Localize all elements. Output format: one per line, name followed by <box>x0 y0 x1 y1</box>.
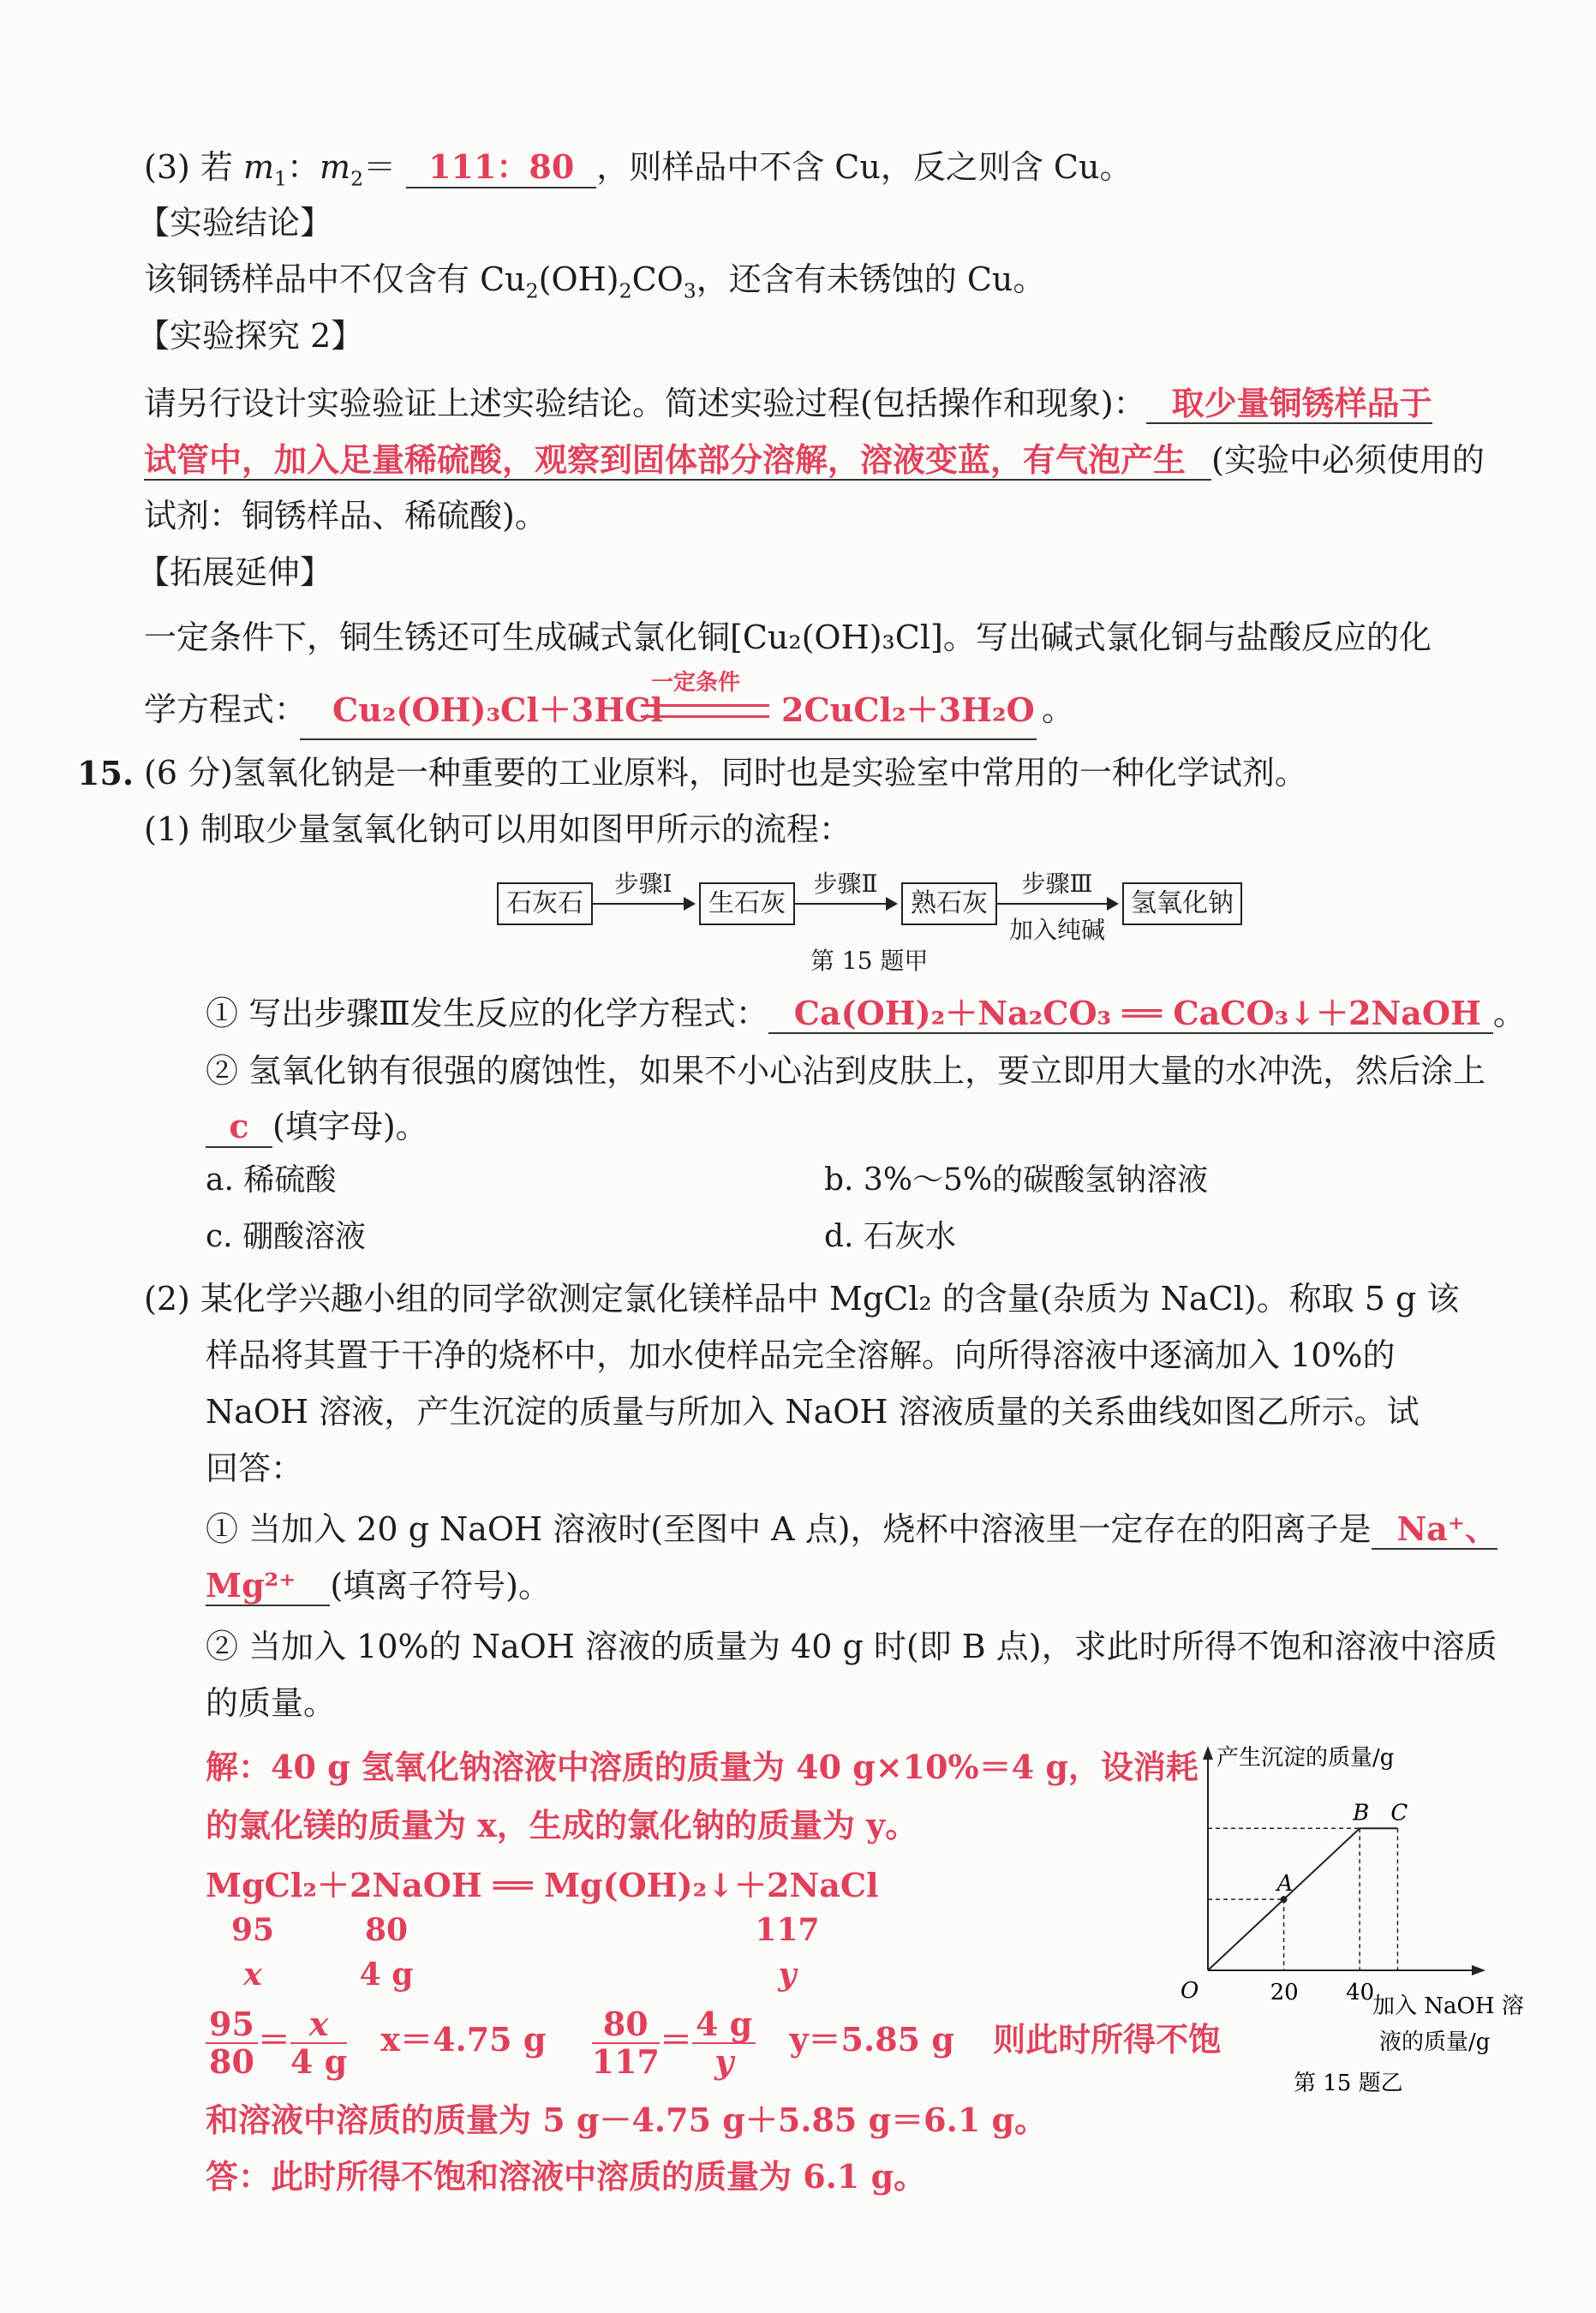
extend-text: 一定条件下，铜生锈还可生成碱式氯化铜[Cu₂(OH)₃Cl]。写出碱式氯化铜与盐酸反应的化 <box>144 619 1432 656</box>
flow-box-quicklime: 生石灰 <box>699 882 795 925</box>
chart-x-label-1: 加入 NaOH 溶 <box>1372 1993 1524 2019</box>
flow-caption: 第 15 题甲 <box>810 947 929 975</box>
chart-precipitate-vs-naoh <box>1157 1739 1568 2096</box>
fraction-80-117: $\frac{80}{117}$ <box>591 2005 660 2081</box>
solution-line1: 解：40 g 氢氧化钠溶液中溶质的质量为 40 g×10%＝4 g，设消耗 <box>206 1748 1198 1786</box>
solution-var-y: y <box>778 1957 797 1993</box>
extend-equation-left: Cu₂(OH)₃Cl＋3HCl <box>332 690 663 729</box>
q15-2-2-question-cont: 的质量。 <box>206 1684 337 1722</box>
solution-molar-mass-mgcl2: 95 <box>230 1912 275 1948</box>
explore2-answer-line: 试管中，加入足量稀硫酸，观察到固体部分溶解，溶液变蓝，有气泡产生 (实验中必须使用的 <box>144 440 1485 479</box>
q15-number: 15. <box>77 754 134 792</box>
extend-equation-condition: 一定条件 <box>651 670 741 696</box>
q15-2-1-question: ① 当加入 20 g NaOH 溶液时(至图中 A 点)，烧杯中溶液里一定存在的阳离子是 Na⁺、 <box>206 1509 1497 1548</box>
option-b: b. 3%～5%的碳酸氢钠溶液 <box>824 1162 1209 1198</box>
flow-step3-label: 步骤Ⅲ <box>1021 870 1093 898</box>
q15-2-2-question: ② 当加入 10%的 NaOH 溶液的质量为 40 g 时(即 B 点)，求此时所得不饱和溶液中溶质 <box>206 1628 1497 1665</box>
explore2-reagents: 试剂：铜锈样品、稀硫酸)。 <box>144 497 547 535</box>
solution-tail: 则此时所得不饱 <box>993 2020 1222 2059</box>
flow-box-sodium-hydroxide: 氢氧化钠 <box>1122 882 1242 925</box>
q15-part2-line2: 样品将其置于干净的烧杯中，加水使样品完全溶解。向所得溶液中逐滴加入 10%的 <box>206 1336 1396 1374</box>
chart-y-label: 产生沉淀的质量/g <box>1216 1745 1395 1771</box>
fraction-4g-y: $\frac{4 g}{y}$ <box>692 2006 756 2080</box>
q15-1-2-answer: c <box>206 1107 272 1148</box>
section-explore2-heading: 【实验探究 2】 <box>137 317 364 355</box>
chart-point-label-b: B <box>1353 1800 1370 1826</box>
flow-step1-label: 步骤Ⅰ <box>614 870 672 898</box>
solution-var-naoh-mass: 4 g <box>359 1957 414 1993</box>
solution-answer: 答：此时所得不饱和溶液中溶质的质量为 6.1 g。 <box>206 2157 927 2196</box>
explore2-answer-part2: 试管中，加入足量稀硫酸，观察到固体部分溶解，溶液变蓝，有气泡产生 <box>144 440 1211 481</box>
extend-equation-equals <box>641 704 769 718</box>
chart-x-arrow <box>1472 1965 1485 1975</box>
solution-y-value: y＝5.85 g <box>789 2020 954 2059</box>
option-d: d. 石灰水 <box>824 1219 956 1254</box>
section-extend-heading: 【拓展延伸】 <box>137 553 333 591</box>
chart-origin-label: O <box>1181 1978 1199 2004</box>
fraction-95-80: $\frac{95}{80}$ <box>206 2006 258 2080</box>
q15-part1: (1) 制取少量氢氧化钠可以用如图甲所示的流程： <box>144 810 852 848</box>
extend-end: 。 <box>1042 690 1075 728</box>
fraction-x-4g: $\frac{x}{4 g}$ <box>290 2005 348 2081</box>
chart-x-tick-40: 40 <box>1346 1980 1375 2005</box>
conclusion-text: 该铜锈样品中不仅含有 $Cu_2(OH)_2CO_3$，还含有未锈蚀的 Cu。 <box>144 260 1046 303</box>
flow-box-slaked-lime: 熟石灰 <box>901 882 997 925</box>
q15-2-1-answer-line: Mg²⁺ (填离子符号)。 <box>206 1566 551 1605</box>
solution-x-value: x＝4.75 g <box>380 2020 547 2059</box>
flow-arrow-2 <box>795 903 896 905</box>
q15-intro: (6 分)氢氧化钠是一种重要的工业原料，同时也是实验室中常用的一种化学试剂。 <box>144 754 1307 792</box>
option-a: a. 稀硫酸 <box>206 1162 337 1198</box>
explore2-text: 请另行设计实验验证上述实验结论。简述实验过程(包括操作和现象)： 取少量铜锈样品于 <box>144 384 1432 422</box>
chart-series-line <box>1208 1828 1397 1970</box>
solution-equation: MgCl₂＋2NaOH ══ Mg(OH)₂↓＋2NaCl <box>206 1866 879 1904</box>
q15-1-2-question: ② 氢氧化钠有很强的腐蚀性，如果不小心沾到皮肤上，要立即用大量的水冲洗，然后涂上 <box>206 1052 1486 1090</box>
chart-y-arrow <box>1203 1746 1213 1760</box>
flow-arrow-1 <box>593 903 694 905</box>
section-conclusion-heading: 【实验结论】 <box>137 204 333 242</box>
q15-part2-line1: (2) 某化学兴趣小组的同学欲测定氯化镁样品中 MgCl₂ 的含量(杂质为 NaCl)。称取 5 g 该 <box>144 1280 1460 1318</box>
solution-molar-mass-nacl: 117 <box>755 1912 820 1948</box>
q15-2-1-answer-part1: Na⁺、 <box>1372 1509 1497 1550</box>
solution-proportions: $\frac{95}{80}$ ＝ $\frac{x}{4 g}$ x＝4.75 g $\frac{80}{117}$ ＝ $\frac{4 g}{y}$ y＝5.85 g 则此时所得不饱 <box>206 2006 1221 2080</box>
extend-underline <box>300 738 1037 740</box>
flow-box-limestone: 石灰石 <box>497 882 593 925</box>
extend-equation-right: 2CuCl₂＋3H₂O <box>781 690 1035 729</box>
q15-1-2-answer-line: c (填字母)。 <box>206 1107 428 1148</box>
chart-caption: 第 15 题乙 <box>1294 2071 1403 2096</box>
explore2-answer-part1: 取少量铜锈样品于 <box>1146 384 1432 424</box>
q15-2-1-answer-part2: Mg²⁺ <box>206 1566 330 1606</box>
flow-step2-label: 步骤Ⅱ <box>813 870 878 898</box>
chart-point-label-a: A <box>1276 1871 1294 1898</box>
chart-point-a <box>1281 1896 1288 1903</box>
extend-equation-line: 学方程式： <box>144 690 308 728</box>
chart-x-tick-20: 20 <box>1270 1980 1299 2005</box>
answer-ratio: 111：80 <box>406 147 596 188</box>
chart-point-label-c: C <box>1390 1800 1408 1826</box>
flow-step3-reagent: 加入纯碱 <box>1008 916 1105 944</box>
q14-part3: (3) 若 $m_1$：$m_2= 111$：80 ，则样品中不含 Cu，反之则含 Cu。 <box>144 147 1133 191</box>
solution-line2: 的氯化镁的质量为 x，生成的氯化钠的质量为 y。 <box>206 1806 918 1844</box>
q15-part2-line4: 回答： <box>206 1449 304 1487</box>
solution-molar-mass-naoh: 80 <box>364 1912 409 1948</box>
flow-arrow-3 <box>997 903 1117 905</box>
chart-x-label-2: 液的质量/g <box>1379 2029 1491 2055</box>
q15-part2-line3: NaOH 溶液，产生沉淀的质量与所加入 NaOH 溶液质量的关系曲线如图乙所示。试 <box>206 1393 1420 1431</box>
option-c: c. 硼酸溶液 <box>206 1219 367 1254</box>
q15-1-1-answer: Ca(OH)₂＋Na₂CO₃ ══ CaCO₃↓＋2NaOH <box>768 994 1493 1034</box>
q15-1-1-question: ① 写出步骤Ⅲ发生反应的化学方程式： Ca(OH)₂＋Na₂CO₃ ══ CaCO₃↓＋2NaOH 。 <box>206 994 1526 1032</box>
solution-var-x: x <box>243 1957 262 1993</box>
solution-line5: 和溶液中溶质的质量为 5 g－4.75 g＋5.85 g＝6.1 g。 <box>206 2101 1048 2139</box>
